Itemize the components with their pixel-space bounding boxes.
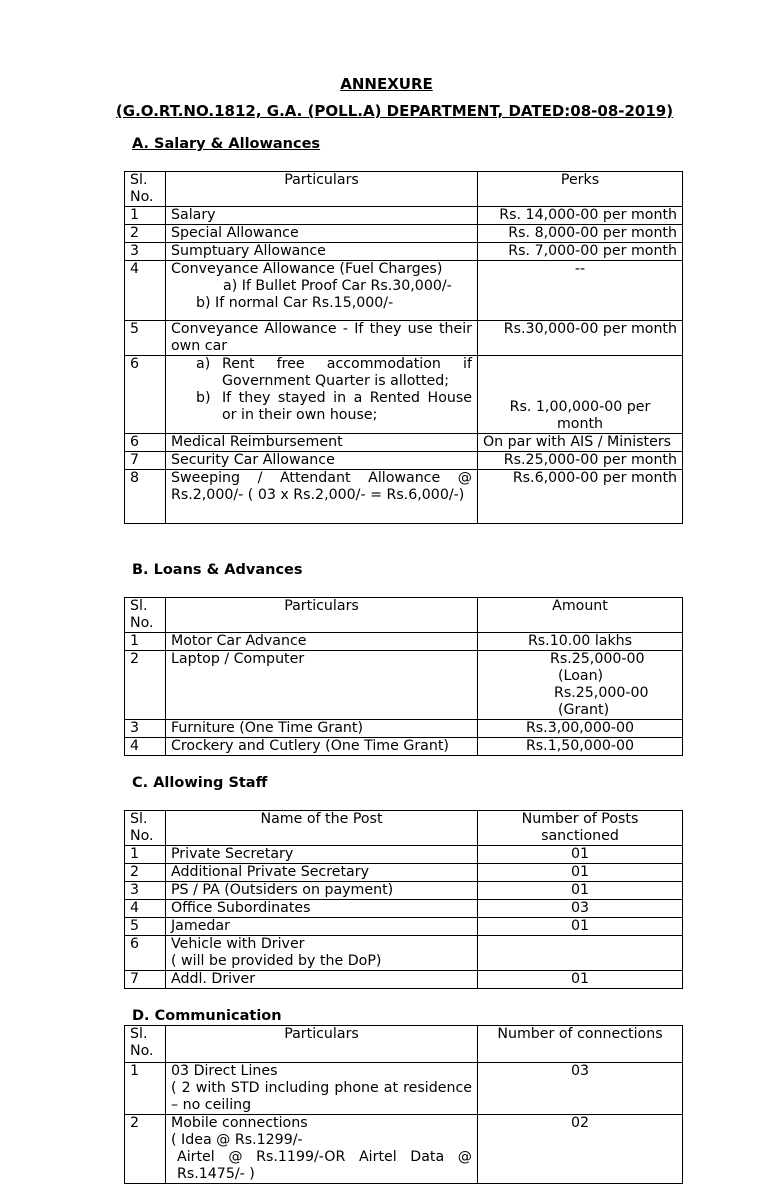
perks-cell: Rs. 14,000-00 per month bbox=[478, 207, 683, 225]
sl-no-cell: 6 bbox=[125, 356, 166, 434]
sl-no-cell: 7 bbox=[125, 971, 166, 989]
section-a-heading: A. Salary & Allowances bbox=[132, 136, 321, 152]
particulars-cell: Furniture (One Time Grant) bbox=[166, 720, 478, 738]
sl-no-cell: 7 bbox=[125, 452, 166, 470]
table-row bbox=[125, 651, 683, 720]
count-cell bbox=[478, 936, 683, 971]
particulars-cell: Medical Reimbursement bbox=[166, 434, 478, 452]
sub-label: a) bbox=[196, 356, 211, 372]
allowing-staff-table bbox=[124, 810, 683, 989]
column-header: Particulars bbox=[166, 172, 478, 207]
perks-cell: Rs.6,000-00 per month bbox=[478, 470, 683, 524]
column-header: Sl. No. bbox=[125, 172, 166, 207]
count-cell: 01 bbox=[478, 846, 683, 864]
count-cell: 02 bbox=[478, 1115, 683, 1184]
particulars-cell: Special Allowance bbox=[166, 225, 478, 243]
table-row bbox=[125, 738, 683, 756]
amount-cell: Rs.10.00 lakhs bbox=[478, 633, 683, 651]
sl-no-cell: 2 bbox=[125, 651, 166, 720]
post-cell: Private Secretary bbox=[166, 846, 478, 864]
section-b-heading: B. Loans & Advances bbox=[132, 562, 303, 578]
loan-amount: Rs.25,000-00 bbox=[550, 651, 645, 667]
count-cell: 01 bbox=[478, 864, 683, 882]
table-row bbox=[125, 846, 683, 864]
particulars-cell bbox=[166, 1063, 478, 1115]
post-cell bbox=[166, 936, 478, 971]
particulars-cell bbox=[166, 261, 478, 321]
table-header-row bbox=[125, 1026, 683, 1063]
particulars-note: ( Idea @ Rs.1299/- bbox=[171, 1132, 303, 1148]
grant-label: (Grant) bbox=[558, 702, 610, 718]
sl-no-cell: 2 bbox=[125, 864, 166, 882]
grant-amount: Rs.25,000-00 bbox=[554, 685, 649, 701]
table-row bbox=[125, 225, 683, 243]
table-row bbox=[125, 470, 683, 524]
column-header: Name of the Post bbox=[166, 811, 478, 846]
post-cell: Office Subordinates bbox=[166, 900, 478, 918]
particulars-cell: Security Car Allowance bbox=[166, 452, 478, 470]
table-row bbox=[125, 321, 683, 356]
table-row bbox=[125, 1115, 683, 1184]
particulars-cell: Motor Car Advance bbox=[166, 633, 478, 651]
column-header: Sl. No. bbox=[125, 598, 166, 633]
sl-no-cell: 5 bbox=[125, 321, 166, 356]
sl-no-cell: 6 bbox=[125, 936, 166, 971]
section-d-heading: D. Communication bbox=[132, 1008, 282, 1024]
sub-item-a: a) If Bullet Proof Car Rs.30,000/- bbox=[223, 278, 452, 294]
table-row bbox=[125, 971, 683, 989]
amount-cell: Rs.3,00,000-00 bbox=[478, 720, 683, 738]
annexure-title: ANNEXURE bbox=[340, 75, 433, 93]
column-header: Sl. No. bbox=[125, 811, 166, 846]
sub-text: Rent free accommodation if Government Quarter is allotted; bbox=[222, 356, 472, 389]
particulars-cell: Conveyance Allowance - If they use their own car bbox=[166, 321, 478, 356]
column-header: Perks bbox=[478, 172, 683, 207]
post-cell: Additional Private Secretary bbox=[166, 864, 478, 882]
table-header-row bbox=[125, 172, 683, 207]
table-row bbox=[125, 720, 683, 738]
perks-cell: Rs. 1,00,000-00 per month bbox=[478, 356, 683, 434]
count-cell: 01 bbox=[478, 882, 683, 900]
perks-cell: Rs. 8,000-00 per month bbox=[478, 225, 683, 243]
sl-no-cell: 4 bbox=[125, 261, 166, 321]
sl-no-cell: 1 bbox=[125, 633, 166, 651]
table-row bbox=[125, 243, 683, 261]
perks-cell: On par with AIS / Ministers bbox=[478, 434, 683, 452]
particulars-cell: Sweeping / Attendant Allowance @ Rs.2,000/- ( 03 x Rs.2,000/- = Rs.6,000/-) bbox=[166, 470, 478, 524]
sub-item-b bbox=[171, 390, 472, 424]
count-cell: 01 bbox=[478, 918, 683, 936]
column-header: Amount bbox=[478, 598, 683, 633]
particulars-cell: Salary bbox=[166, 207, 478, 225]
post-cell: PS / PA (Outsiders on payment) bbox=[166, 882, 478, 900]
particulars-text: Mobile connections bbox=[171, 1115, 308, 1131]
sl-no-cell: 3 bbox=[125, 720, 166, 738]
section-c-heading: C. Allowing Staff bbox=[132, 775, 268, 791]
perks-cell: Rs. 7,000-00 per month bbox=[478, 243, 683, 261]
column-header: Particulars bbox=[166, 1026, 478, 1063]
sl-no-cell: 2 bbox=[125, 225, 166, 243]
loans-advances-table bbox=[124, 597, 683, 756]
post-cell: Addl. Driver bbox=[166, 971, 478, 989]
communication-table bbox=[124, 1025, 683, 1184]
table-row bbox=[125, 864, 683, 882]
sl-no-cell: 8 bbox=[125, 470, 166, 524]
salary-allowances-table bbox=[124, 171, 683, 524]
table-row bbox=[125, 633, 683, 651]
column-header: Sl. No. bbox=[125, 1026, 166, 1063]
go-reference: (G.O.RT.NO.1812, G.A. (POLL.A) DEPARTMENT, DATED:08-08-2019) bbox=[115, 102, 674, 120]
amount-cell: Rs.1,50,000-00 bbox=[478, 738, 683, 756]
sl-no-cell: 3 bbox=[125, 243, 166, 261]
column-header: Number of Posts sanctioned bbox=[478, 811, 683, 846]
post-text: Vehicle with Driver bbox=[171, 936, 305, 952]
sl-no-cell: 4 bbox=[125, 900, 166, 918]
post-cell: Jamedar bbox=[166, 918, 478, 936]
sl-no-cell: 6 bbox=[125, 434, 166, 452]
table-row bbox=[125, 1063, 683, 1115]
particulars-note: Airtel @ Rs.1199/-OR Airtel Data @ Rs.1475/- ) bbox=[177, 1149, 472, 1182]
count-cell: 03 bbox=[478, 900, 683, 918]
loan-label: (Loan) bbox=[558, 668, 604, 684]
sl-no-cell: 4 bbox=[125, 738, 166, 756]
table-row bbox=[125, 918, 683, 936]
perks-cell: -- bbox=[478, 261, 683, 321]
column-header: Particulars bbox=[166, 598, 478, 633]
sub-item-a bbox=[171, 356, 472, 390]
sub-item-b: b) If normal Car Rs.15,000/- bbox=[196, 295, 394, 311]
particulars-cell: Sumptuary Allowance bbox=[166, 243, 478, 261]
table-row bbox=[125, 356, 683, 434]
table-row bbox=[125, 936, 683, 971]
sl-no-cell: 3 bbox=[125, 882, 166, 900]
table-header-row bbox=[125, 598, 683, 633]
table-header-row bbox=[125, 811, 683, 846]
sl-no-cell: 1 bbox=[125, 846, 166, 864]
particulars-cell bbox=[166, 356, 478, 434]
particulars-text: 03 Direct Lines bbox=[171, 1063, 278, 1079]
particulars-cell: Crockery and Cutlery (One Time Grant) bbox=[166, 738, 478, 756]
particulars-note: ( 2 with STD including phone at residence – no ceiling bbox=[171, 1080, 472, 1113]
particulars-cell: Laptop / Computer bbox=[166, 651, 478, 720]
table-row bbox=[125, 207, 683, 225]
table-row bbox=[125, 900, 683, 918]
table-row bbox=[125, 882, 683, 900]
table-row bbox=[125, 261, 683, 321]
sl-no-cell: 1 bbox=[125, 1063, 166, 1115]
post-note: ( will be provided by the DoP) bbox=[171, 953, 382, 969]
sub-text: If they stayed in a Rented House or in their own house; bbox=[222, 390, 472, 423]
perks-cell: Rs.25,000-00 per month bbox=[478, 452, 683, 470]
particulars-cell bbox=[166, 1115, 478, 1184]
sub-label: b) bbox=[196, 390, 211, 406]
table-row bbox=[125, 434, 683, 452]
table-row bbox=[125, 452, 683, 470]
sl-no-cell: 2 bbox=[125, 1115, 166, 1184]
count-cell: 03 bbox=[478, 1063, 683, 1115]
perks-cell: Rs.30,000-00 per month bbox=[478, 321, 683, 356]
sl-no-cell: 5 bbox=[125, 918, 166, 936]
column-header: Number of connections bbox=[478, 1026, 683, 1063]
particulars-text: Conveyance Allowance (Fuel Charges) bbox=[171, 261, 443, 277]
sl-no-cell: 1 bbox=[125, 207, 166, 225]
amount-cell bbox=[478, 651, 683, 720]
count-cell: 01 bbox=[478, 971, 683, 989]
